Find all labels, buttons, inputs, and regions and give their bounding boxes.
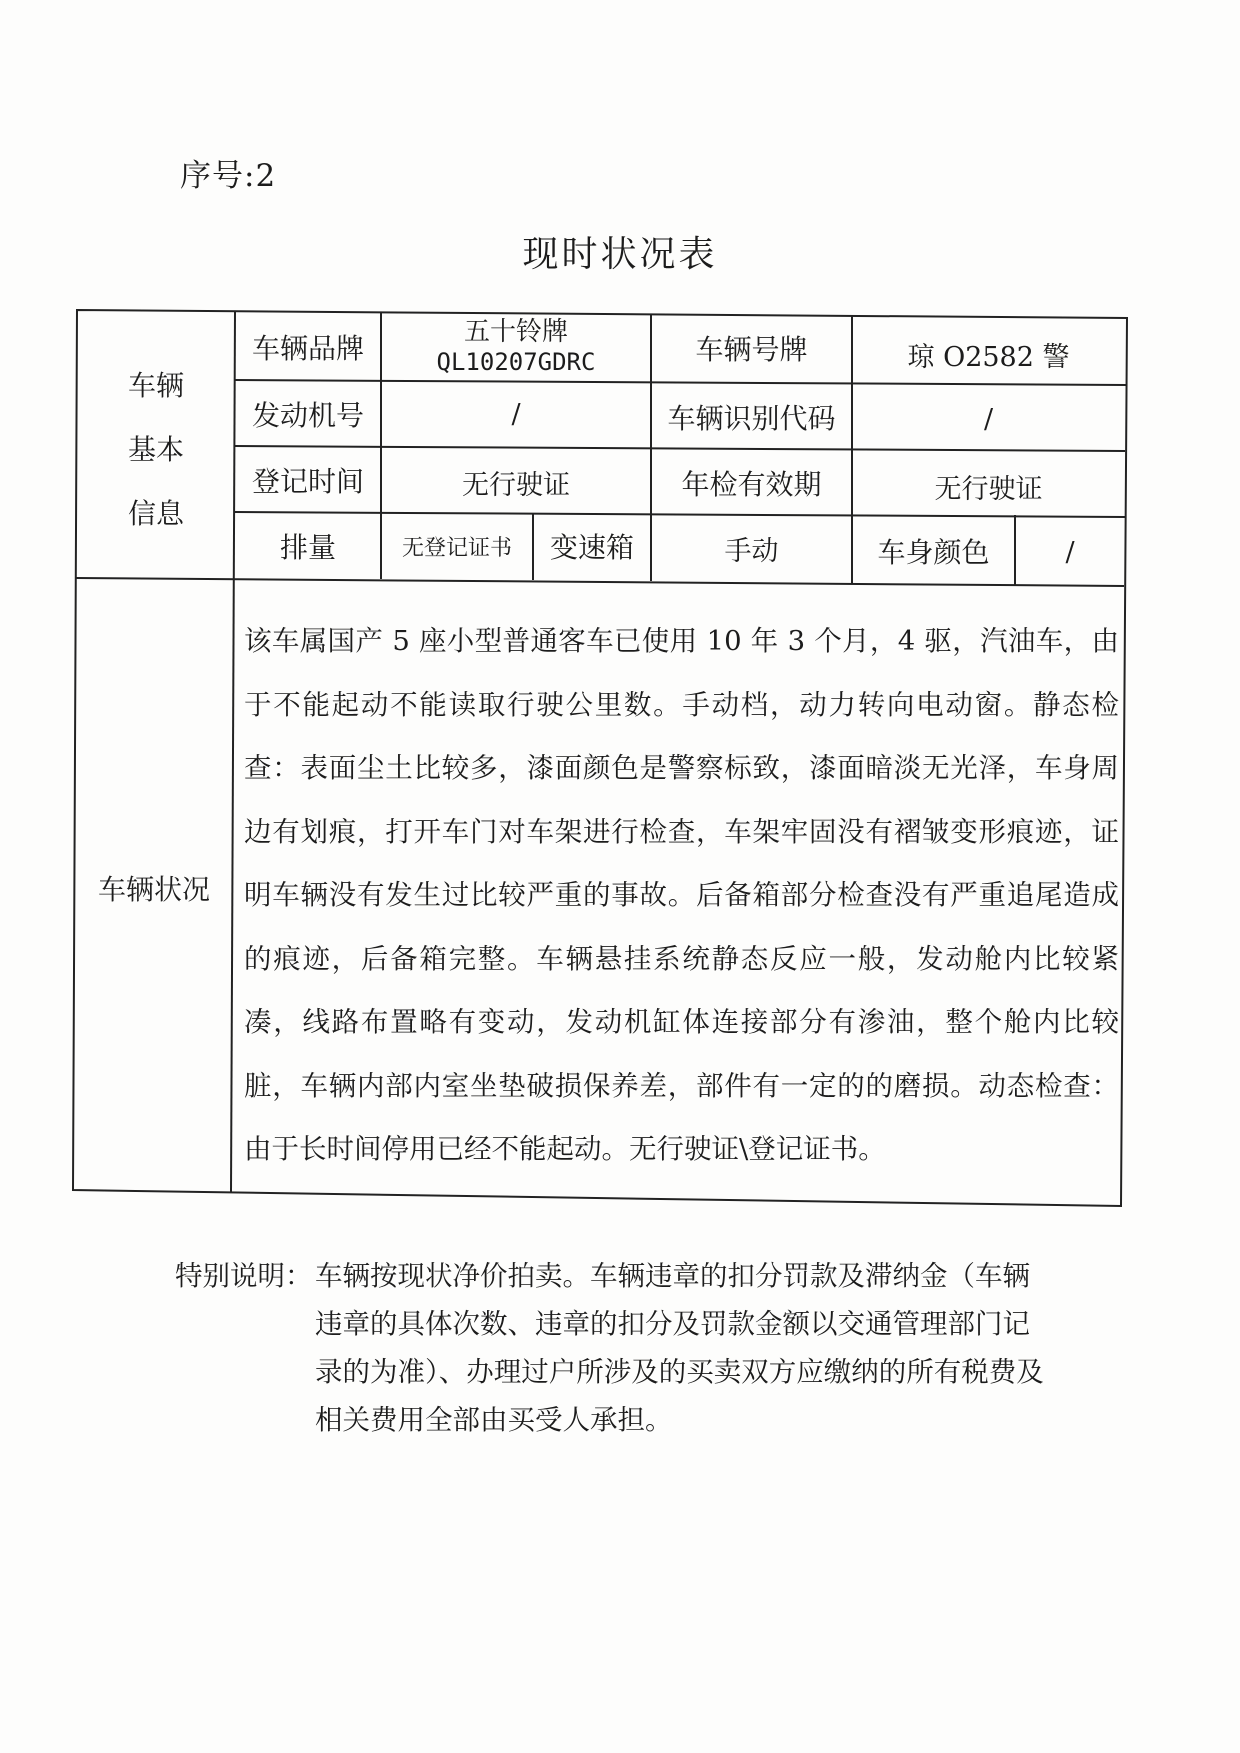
brand-name: 五十铃牌 — [463, 317, 568, 347]
basic-info-header — [78, 330, 234, 570]
gearbox-value: 手动 — [724, 535, 779, 567]
plate-value: 琼 O2582 警 — [907, 341, 1070, 373]
notes-body: 车辆按现状净价拍卖。车辆违章的扣分罚款及滞纳金（车辆违章的具体次数、违章的扣分及罚款金额以交通管理部门记录的为准）、办理过户所涉及的买卖双方应缴纳的所有税费及相关费用全部由买受人承担。 — [315, 1260, 1044, 1436]
basic-info-header-line: 基本 — [127, 433, 184, 466]
plate-label: 车辆号牌 — [695, 333, 808, 366]
inspection-value: 无行驶证 — [934, 473, 1043, 505]
condition-description: 该车属国产 5 座小型普通客车已使用 10 年 3 个月，4 驱，汽油车，由于不能起动不能读取行驶公里数。手动档，动力转向电动窗。静态检查：表面尘土比较多，漆面颜色是警察标致，漆面暗淡无光泽，车身周边有划痕，打开车门对车架进行检查，车架牢固没有褶皱变形痕迹，证明车辆没有发生过比较严重的事故。后备箱部分检查没有严重追尾造成的痕迹，后备箱完整。车辆悬挂系统静态反应一般，发动舱内比较紧凑，线路布置略有变动，发动机缸体连接部分有渗油，整个舱内比较脏，车辆内部内室坐垫破损保养差，部件有一定的的磨损。动态检查：由于长时间停用已经不能起动。无行驶证\登记证书。 — [244, 625, 1119, 1165]
vin-label: 车辆识别代码 — [667, 402, 836, 435]
vin-value: / — [983, 403, 994, 435]
condition-label: 车辆状况 — [97, 872, 210, 906]
displacement-value: 无登记证书 — [401, 535, 512, 561]
brand-label: 车辆品牌 — [251, 332, 364, 365]
brand-model: QL10207GDRC — [436, 348, 596, 376]
registration-label: 登记时间 — [251, 465, 364, 498]
body-color-label: 车身颜色 — [877, 536, 990, 569]
page-title: 现时状况表 — [522, 234, 718, 275]
displacement-label: 排量 — [279, 531, 336, 564]
engine-label: 发动机号 — [251, 399, 364, 432]
basic-info-header-line: 信息 — [127, 497, 184, 530]
brand-value — [381, 313, 651, 381]
body-color-value: / — [1065, 536, 1075, 568]
registration-value: 无行驶证 — [462, 469, 570, 501]
basic-info-header-line: 车辆 — [127, 369, 184, 402]
serial-number: 序号:2 — [180, 158, 277, 194]
inspection-label: 年检有效期 — [681, 468, 822, 501]
gearbox-label: 变速箱 — [549, 531, 634, 564]
notes-label: 特别说明： — [175, 1260, 313, 1292]
engine-value: / — [511, 398, 521, 430]
